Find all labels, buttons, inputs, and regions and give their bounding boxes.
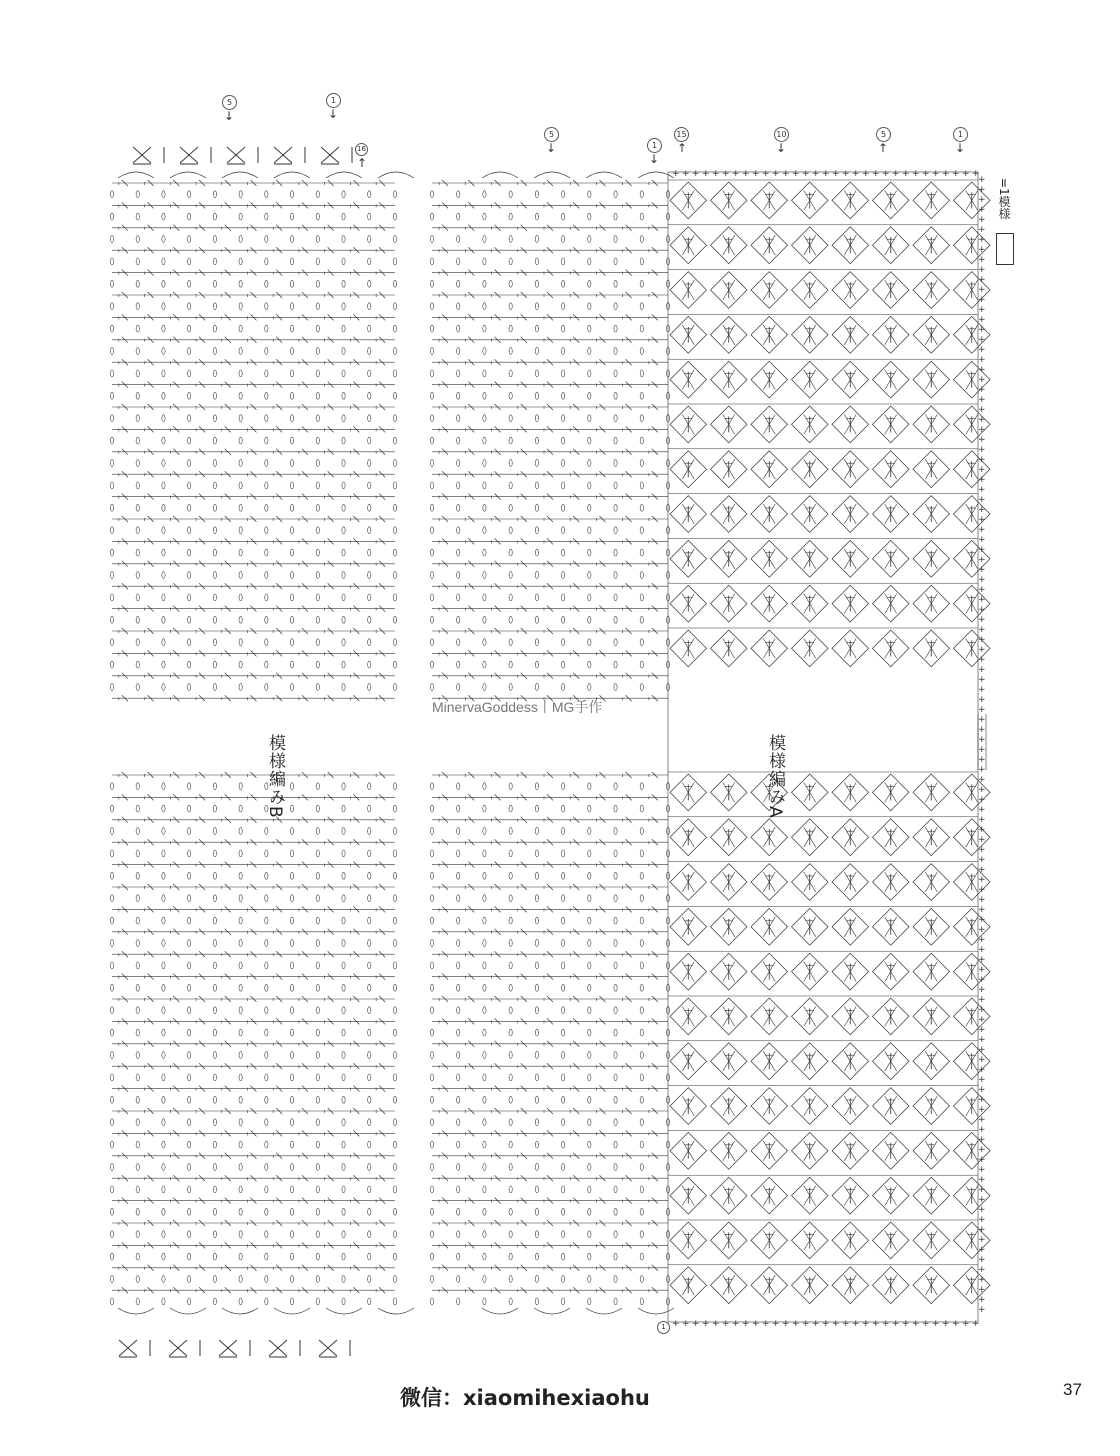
plus-stitch: + [978,355,986,365]
pattern-a-lace-lower [668,772,990,1304]
plus-stitch: + [978,175,986,185]
plus-stitch: + [782,1319,790,1329]
down-arrow-icon: ↓ [224,109,235,123]
plus-stitch: + [952,1319,960,1329]
plus-stitch: + [892,1319,900,1329]
plus-stitch: + [978,865,986,875]
plus-stitch: + [978,1175,986,1185]
plus-stitch: + [978,305,986,315]
pattern-a-lace-upper [668,180,990,667]
plus-stitch: + [978,275,986,285]
plus-stitch: + [882,1319,890,1329]
plus-stitch: + [978,415,986,425]
plus-stitch: + [692,169,700,179]
plus-stitch: + [978,785,986,795]
plus-stitch: + [962,169,970,179]
plus-stitch: + [972,169,980,179]
plus-stitch: + [722,1319,730,1329]
plus-stitch: + [978,985,986,995]
plus-stitch: + [978,995,986,1005]
plus-stitch: + [902,169,910,179]
plus-stitch: + [902,1319,910,1329]
pattern-b-top-edge [133,147,352,164]
plus-stitch: + [978,905,986,915]
plus-stitch: + [978,915,986,925]
down-arrow-icon: ↓ [776,141,787,155]
plus-stitch: + [978,1285,986,1295]
plus-stitch: + [812,1319,820,1329]
plus-stitch: + [852,169,860,179]
plus-stitch: + [978,255,986,265]
plus-stitch: + [978,1275,986,1285]
pattern-b-lower-grid [110,772,396,1305]
plus-stitch: + [978,695,986,705]
plus-stitch: + [978,315,986,325]
plus-stitch: + [978,225,986,235]
plus-stitch: + [978,1205,986,1215]
plus-stitch: + [978,1005,986,1015]
plus-stitch: + [978,375,986,385]
plus-stitch: + [672,1319,680,1329]
plus-stitch: + [978,1105,986,1115]
plus-stitch: + [978,795,986,805]
plus-stitch: + [942,169,950,179]
pattern-a-left-lower-grid [430,772,669,1305]
plus-stitch: + [978,835,986,845]
plus-stitch: + [912,169,920,179]
row-marker-5: 5 [876,127,891,142]
row-marker-5: 5 [222,95,237,110]
plus-stitch: + [832,169,840,179]
down-arrow-icon: ↓ [546,141,557,155]
row-marker-5: 5 [544,127,559,142]
plus-stitch: + [922,169,930,179]
plus-stitch: + [978,325,986,335]
plus-stitch: + [978,1235,986,1245]
plus-stitch: + [892,169,900,179]
plus-stitch: + [978,445,986,455]
plus-stitch: + [742,1319,750,1329]
plus-stitch: + [978,485,986,495]
plus-stitch: + [978,1095,986,1105]
plus-stitch: + [978,1115,986,1125]
plus-stitch: + [832,1319,840,1329]
down-arrow-icon: ↓ [649,152,660,166]
plus-stitch: + [978,585,986,595]
plus-stitch: + [978,825,986,835]
plus-stitch: + [978,475,986,485]
plus-stitch: + [978,1215,986,1225]
plus-stitch: + [732,1319,740,1329]
plus-stitch: + [978,895,986,905]
plus-stitch: + [862,1319,870,1329]
plus-stitch: + [702,169,710,179]
pattern-b-bottom-edge [119,1340,350,1357]
plus-stitch: + [712,169,720,179]
plus-stitch: + [972,1319,980,1329]
plus-stitch: + [978,875,986,885]
plus-stitch: + [978,885,986,895]
plus-stitch: + [732,169,740,179]
plus-stitch: + [978,635,986,645]
plus-stitch: + [792,169,800,179]
plus-stitch: + [978,565,986,575]
watermark-text: MinervaGoddess丨MG手作 [432,699,603,715]
row-marker-15: 15 [674,127,689,142]
pattern-b-upper-grid [110,180,396,701]
plus-stitch: + [978,1085,986,1095]
pattern-b-label: 模様編みB [265,734,285,819]
plus-stitch: + [932,1319,940,1329]
page-number: 37 [1063,1380,1082,1399]
plus-stitch: + [752,1319,760,1329]
plus-stitch: + [978,1035,986,1045]
plus-stitch: + [978,295,986,305]
plus-stitch: + [978,425,986,435]
plus-stitch: + [978,1155,986,1165]
down-arrow-icon: ↓ [955,141,966,155]
row-marker-1: 1 [657,1321,670,1334]
plus-stitch: + [872,1319,880,1329]
plus-stitch: + [882,169,890,179]
plus-stitch: + [978,575,986,585]
plus-stitch: + [978,1015,986,1025]
plus-stitch: + [692,1319,700,1329]
plus-stitch: + [978,955,986,965]
plus-stitch: + [978,1195,986,1205]
plus-stitch: + [978,385,986,395]
plus-stitch: + [978,535,986,545]
plus-stitch: + [792,1319,800,1329]
plus-stitch: + [872,169,880,179]
plus-stitch: + [978,1305,986,1315]
plus-stitch: + [978,1055,986,1065]
plus-stitch: + [978,845,986,855]
up-arrow-icon: ↑ [357,156,368,170]
plus-stitch: + [978,725,986,735]
plus-stitch: + [978,515,986,525]
plus-stitch: + [712,1319,720,1329]
plus-stitch: + [978,405,986,415]
plus-stitch: + [782,169,790,179]
plus-stitch: + [978,745,986,755]
plus-stitch: + [978,1075,986,1085]
row-marker-1: 1 [326,93,341,108]
plus-stitch: + [978,545,986,555]
plus-stitch: + [772,169,780,179]
down-arrow-icon: ↓ [328,107,339,121]
plus-stitch: + [978,495,986,505]
plus-stitch: + [978,335,986,345]
plus-stitch: + [978,975,986,985]
plus-stitch: + [722,169,730,179]
plus-stitch: + [978,945,986,955]
plus-stitch: + [802,1319,810,1329]
row-marker-16: 16 [355,143,368,156]
plus-stitch: + [978,645,986,655]
plus-stitch: + [978,965,986,975]
plus-stitch: + [978,215,986,225]
plus-stitch: + [852,1319,860,1329]
plus-stitch: + [978,1255,986,1265]
plus-stitch: + [978,1045,986,1055]
plus-stitch: + [978,265,986,275]
plus-stitch: + [962,1319,970,1329]
plus-stitch: + [978,365,986,375]
plus-stitch: + [978,1185,986,1195]
plus-stitch: + [978,1145,986,1155]
row-marker-1: 1 [953,127,968,142]
plus-stitch: + [842,1319,850,1329]
plus-stitch: + [978,935,986,945]
plus-stitch: + [978,395,986,405]
plus-stitch: + [862,169,870,179]
plus-stitch: + [978,815,986,825]
row-marker-10: 10 [774,127,789,142]
plus-stitch: + [978,655,986,665]
plus-stitch: + [978,205,986,215]
plus-stitch: + [978,185,986,195]
up-arrow-icon: ↑ [677,141,688,155]
plus-stitch: + [702,1319,710,1329]
plus-stitch: + [978,525,986,535]
plus-stitch: + [912,1319,920,1329]
plus-stitch: + [978,805,986,815]
plus-stitch: + [978,285,986,295]
plus-stitch: + [922,1319,930,1329]
plus-stitch: + [978,1265,986,1275]
plus-stitch: + [978,735,986,745]
plus-stitch: + [978,345,986,355]
plus-stitch: + [978,195,986,205]
plus-stitch: + [978,465,986,475]
plus-stitch: + [978,1025,986,1035]
plus-stitch: + [978,1165,986,1175]
plus-stitch: + [978,505,986,515]
chart-border [668,169,986,1329]
plus-stitch: + [978,675,986,685]
plus-stitch: + [978,1225,986,1235]
plus-stitch: + [978,615,986,625]
plus-stitch: + [978,715,986,725]
plus-stitch: + [978,705,986,715]
plus-stitch: + [952,169,960,179]
plus-stitch: + [978,1065,986,1075]
plus-stitch: + [812,169,820,179]
legend-text: =1模様 [997,178,1011,220]
plus-stitch: + [978,245,986,255]
up-arrow-icon: ↑ [878,141,889,155]
plus-stitch: + [802,169,810,179]
plus-stitch: + [942,1319,950,1329]
plus-stitch: + [772,1319,780,1329]
plus-stitch: + [752,169,760,179]
plus-stitch: + [932,169,940,179]
plus-stitch: + [978,665,986,675]
pattern-a-left-upper-grid [430,180,669,701]
legend-box [996,233,1014,265]
plus-stitch: + [822,1319,830,1329]
plus-stitch: + [978,595,986,605]
plus-stitch: + [682,169,690,179]
plus-stitch: + [978,625,986,635]
plus-stitch: + [978,925,986,935]
plus-stitch: + [978,765,986,775]
plus-stitch: + [978,235,986,245]
plus-stitch: + [978,435,986,445]
plus-stitch: + [978,1125,986,1135]
plus-stitch: + [978,855,986,865]
plus-stitch: + [822,169,830,179]
plus-stitch: + [978,1135,986,1145]
plus-stitch: + [672,169,680,179]
plus-stitch: + [978,1295,986,1305]
plus-stitch: + [978,755,986,765]
plus-stitch: + [978,1245,986,1255]
plus-stitch: + [762,169,770,179]
pattern-a-label: 模様編みA [765,734,785,819]
plus-stitch: + [682,1319,690,1329]
plus-stitch: + [978,685,986,695]
row-marker-1: 1 [647,138,662,153]
plus-stitch: + [762,1319,770,1329]
plus-stitch: + [842,169,850,179]
wechat-caption: 微信：xiaomihexiaohu [400,1386,650,1410]
plus-stitch: + [978,455,986,465]
plus-stitch: + [742,169,750,179]
plus-stitch: + [978,605,986,615]
plus-stitch: + [978,775,986,785]
plus-stitch: + [978,555,986,565]
